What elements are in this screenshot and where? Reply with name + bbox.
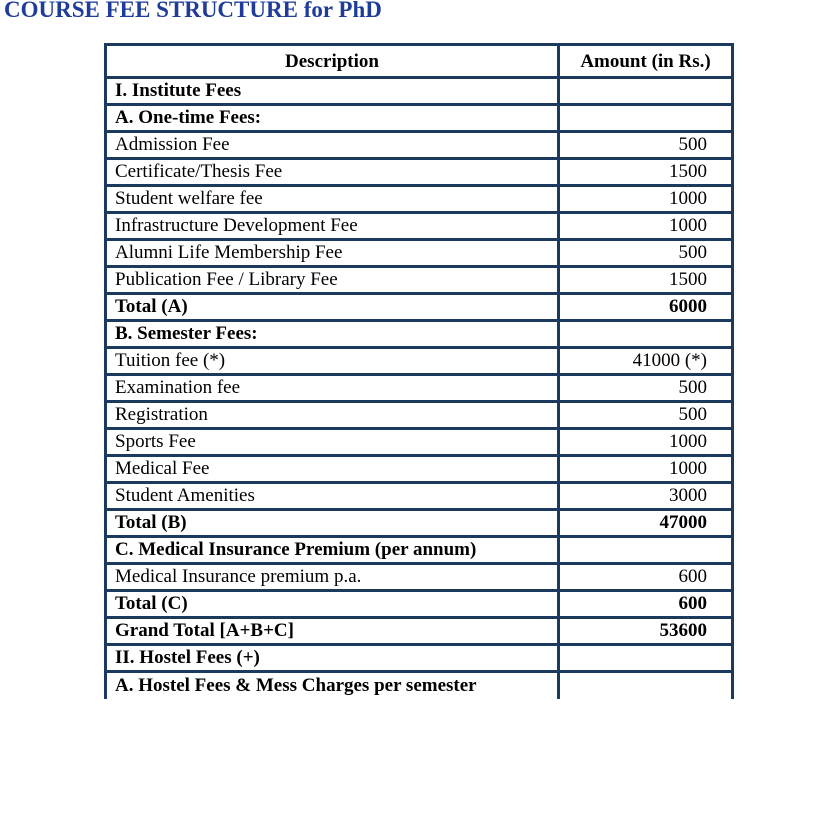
table-row [106, 591, 733, 618]
row-amount [559, 105, 733, 132]
row-amount [559, 645, 733, 672]
row-description: Total (C) [106, 591, 559, 618]
row-amount: 47000 [559, 510, 733, 537]
fee-table [104, 43, 734, 699]
table-row [106, 186, 733, 213]
table-row [106, 672, 733, 699]
row-description: Certificate/Thesis Fee [106, 159, 559, 186]
table-row [106, 213, 733, 240]
table-row [106, 618, 733, 645]
row-description: Medical Fee [106, 456, 559, 483]
row-description: I. Institute Fees [106, 78, 559, 105]
row-description: Registration [106, 402, 559, 429]
table-row [106, 645, 733, 672]
column-header-description: Description [106, 45, 559, 78]
row-amount: 53600 [559, 618, 733, 645]
row-description: II. Hostel Fees (+) [106, 645, 559, 672]
column-header-amount: Amount (in Rs.) [559, 45, 733, 78]
table-row [106, 564, 733, 591]
table-row [106, 267, 733, 294]
row-amount: 500 [559, 402, 733, 429]
table-row [106, 483, 733, 510]
table-row [106, 537, 733, 564]
row-description: C. Medical Insurance Premium (per annum) [106, 537, 559, 564]
row-description: Total (A) [106, 294, 559, 321]
fee-table-body [106, 78, 733, 699]
row-description: A. One-time Fees: [106, 105, 559, 132]
row-amount: 1000 [559, 186, 733, 213]
row-description: B. Semester Fees: [106, 321, 559, 348]
row-amount: 41000 (*) [559, 348, 733, 375]
table-row [106, 375, 733, 402]
row-description: Admission Fee [106, 132, 559, 159]
row-description: Infrastructure Development Fee [106, 213, 559, 240]
table-row [106, 159, 733, 186]
header-row [106, 45, 733, 78]
row-description: Sports Fee [106, 429, 559, 456]
row-amount: 1000 [559, 429, 733, 456]
row-description: Tuition fee (*) [106, 348, 559, 375]
table-row [106, 321, 733, 348]
row-amount: 500 [559, 240, 733, 267]
row-amount: 3000 [559, 483, 733, 510]
row-amount [559, 321, 733, 348]
row-amount: 1500 [559, 159, 733, 186]
row-amount [559, 537, 733, 564]
row-amount: 6000 [559, 294, 733, 321]
table-row [106, 456, 733, 483]
table-row [106, 348, 733, 375]
table-row [106, 402, 733, 429]
row-description: A. Hostel Fees & Mess Charges per semester [106, 672, 559, 699]
row-description: Total (B) [106, 510, 559, 537]
table-row [106, 429, 733, 456]
page-title: COURSE FEE STRUCTURE for PhD [4, 0, 382, 22]
table-row [106, 78, 733, 105]
table-row [106, 105, 733, 132]
row-description: Student welfare fee [106, 186, 559, 213]
row-description: Alumni Life Membership Fee [106, 240, 559, 267]
row-amount: 1000 [559, 456, 733, 483]
row-amount [559, 672, 733, 699]
row-description: Publication Fee / Library Fee [106, 267, 559, 294]
row-description: Grand Total [A+B+C] [106, 618, 559, 645]
row-description: Student Amenities [106, 483, 559, 510]
table-row [106, 294, 733, 321]
row-amount: 500 [559, 375, 733, 402]
row-amount [559, 78, 733, 105]
row-description: Examination fee [106, 375, 559, 402]
table-row [106, 240, 733, 267]
row-amount: 1500 [559, 267, 733, 294]
fee-table-header [106, 45, 733, 78]
row-description: Medical Insurance premium p.a. [106, 564, 559, 591]
table-row [106, 510, 733, 537]
row-amount: 600 [559, 564, 733, 591]
row-amount: 600 [559, 591, 733, 618]
row-amount: 500 [559, 132, 733, 159]
row-amount: 1000 [559, 213, 733, 240]
table-row [106, 132, 733, 159]
